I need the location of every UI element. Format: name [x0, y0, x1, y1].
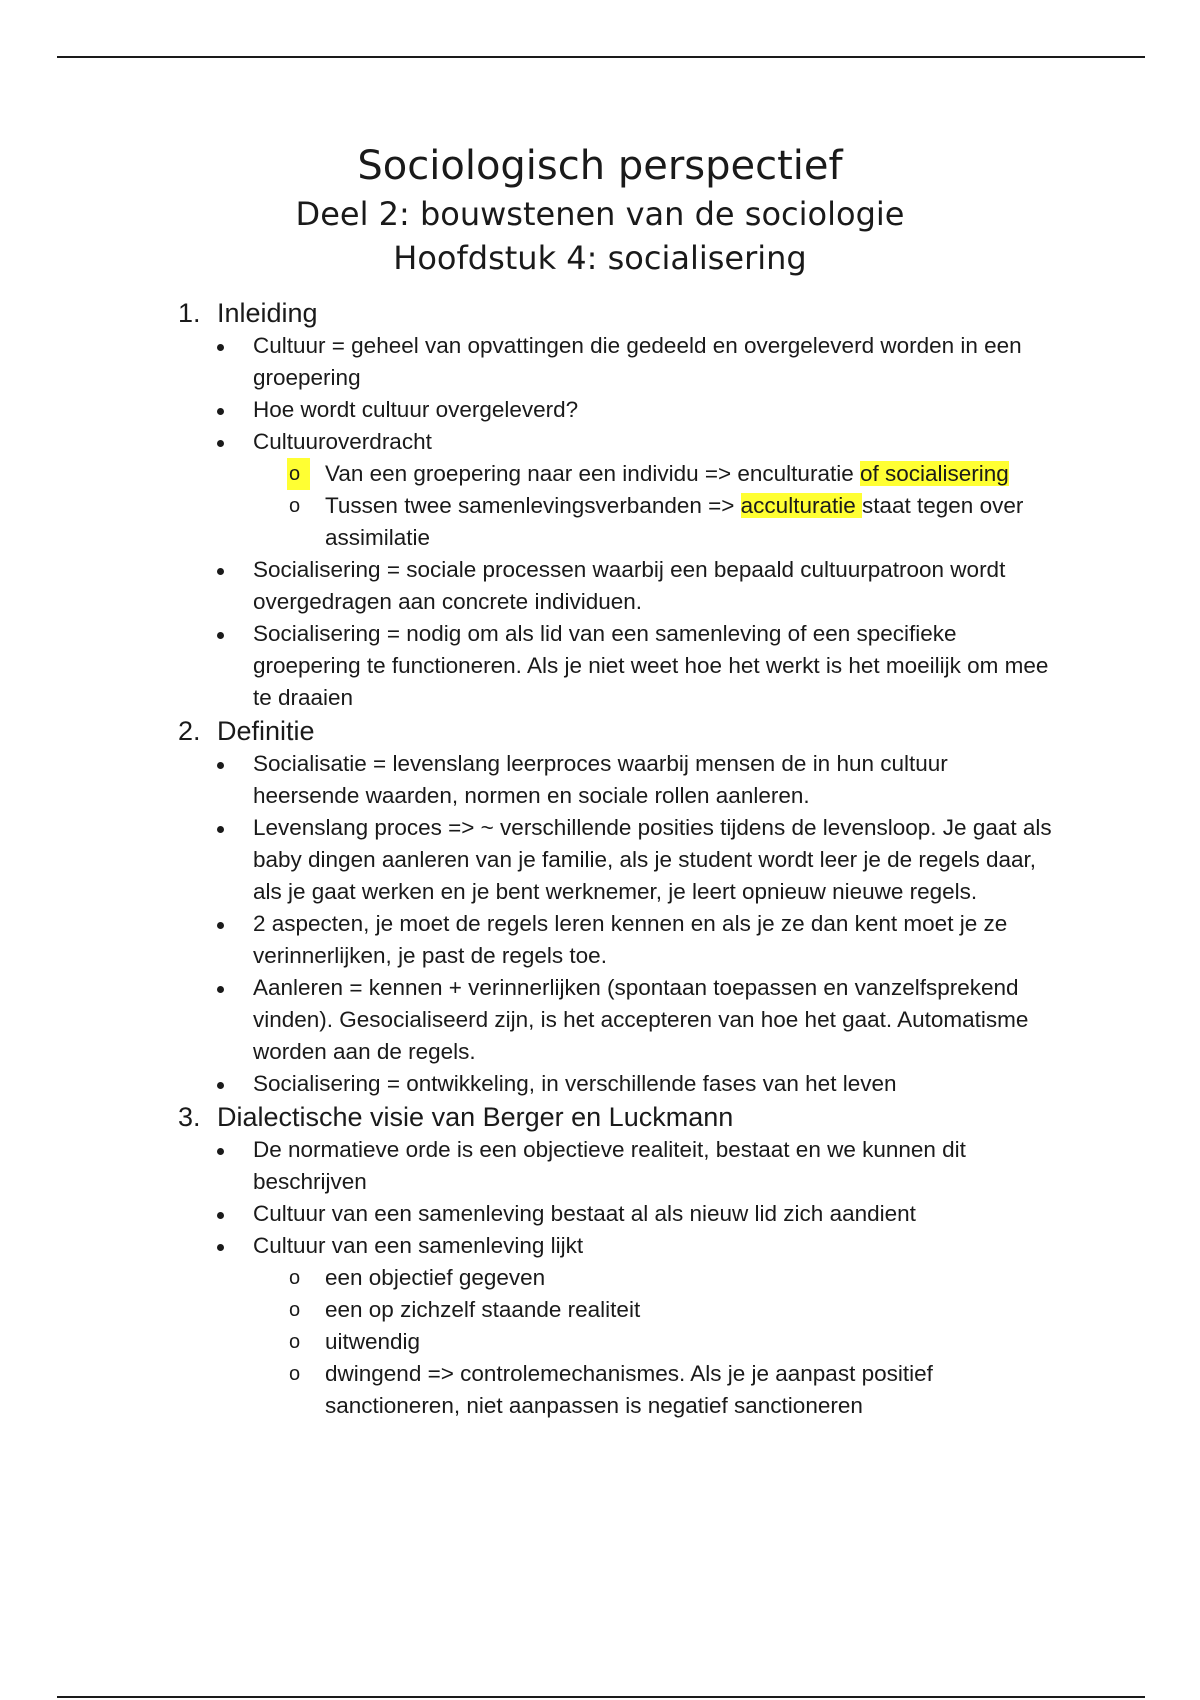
sub-item-text: staat tegen over assimilatie — [325, 493, 1024, 550]
list-item-text: Cultuuroverdracht — [253, 429, 432, 454]
sub-list-item — [0, 1358, 1200, 1422]
list-item — [0, 426, 1200, 458]
list-item — [0, 748, 1200, 812]
bullet-icon — [217, 826, 224, 833]
bullet-icon — [217, 922, 224, 929]
list-item — [0, 812, 1200, 908]
bullet-icon — [217, 408, 224, 415]
section-heading — [0, 296, 1200, 330]
sub-list-item — [0, 1262, 1200, 1294]
sub-bullet-marker: o — [289, 1299, 301, 1321]
sub-bullet-marker: o — [287, 458, 310, 490]
sub-bullet-list — [0, 458, 1200, 554]
bullet-icon — [217, 986, 224, 993]
sub-item-text: dwingend => controlemechanismes. Als je je aanpast positief sanctioneren, niet aanpassen is negatief sanctioneren — [325, 1361, 933, 1418]
list-item — [0, 1230, 1200, 1262]
list-item-text: 2 aspecten, je moet de regels leren kennen en als je ze dan kent moet je ze verinnerlijken, je past de regels toe. — [253, 911, 1008, 968]
sub-list-item — [0, 1326, 1200, 1358]
list-item-text: Socialisering = ontwikkeling, in verschillende fases van het leven — [253, 1071, 897, 1096]
bullet-icon — [217, 1244, 224, 1251]
section-dialectische-visie — [0, 1100, 1200, 1422]
section-inleiding — [0, 296, 1200, 714]
footer-rule — [57, 1696, 1145, 1698]
list-item — [0, 394, 1200, 426]
sub-list-wrapper — [0, 1262, 1200, 1422]
list-item — [0, 330, 1200, 394]
document-title: Sociologisch perspectief — [357, 143, 843, 189]
sub-item-text: uitwendig — [325, 1329, 421, 1354]
list-item — [0, 554, 1200, 618]
section-title: Dialectische visie van Berger en Luckmann — [217, 1102, 734, 1132]
list-item — [0, 972, 1200, 1068]
section-heading — [0, 714, 1200, 748]
sub-list-wrapper — [0, 458, 1200, 554]
document-subtitle-part: Deel 2: bouwstenen van de sociologie — [295, 195, 905, 233]
list-item-text: Socialisering = sociale processen waarbij een bepaald cultuurpatroon wordt overgedragen aan concrete individuen. — [253, 557, 1006, 614]
section-definitie — [0, 714, 1200, 1100]
sub-bullet-list — [0, 1262, 1200, 1422]
bullet-icon — [217, 440, 224, 447]
sub-bullet-marker: o — [289, 1267, 301, 1289]
sub-list-item — [0, 1294, 1200, 1326]
bullet-icon — [217, 1212, 224, 1219]
bullet-list — [0, 330, 1200, 714]
list-item — [0, 1198, 1200, 1230]
bullet-icon — [217, 762, 224, 769]
list-item-text: Socialisering = nodig om als lid van een samenleving of een specifieke groepering te functioneren. Als je niet weet hoe het werkt is het moeilijk om mee te draaien — [253, 621, 1049, 710]
sub-list-item — [0, 458, 1200, 490]
sub-bullet-marker: o — [289, 1331, 301, 1353]
list-item-text: Hoe wordt cultuur overgeleverd? — [253, 397, 579, 422]
list-item-text: De normatieve orde is een objectieve realiteit, bestaat en we kunnen dit beschrijven — [253, 1137, 966, 1194]
header-rule — [57, 56, 1145, 58]
section-title: Inleiding — [217, 298, 318, 328]
document-body — [0, 296, 1200, 1422]
bullet-icon — [217, 632, 224, 639]
list-item — [0, 618, 1200, 714]
sub-item-text: een objectief gegeven — [325, 1265, 546, 1290]
list-item — [0, 1134, 1200, 1198]
sub-list-item — [0, 490, 1200, 554]
highlighted-text: acculturatie — [740, 493, 862, 518]
sub-item-text: Van een groepering naar een individu => enculturatie — [325, 461, 860, 486]
list-item-text: Aanleren = kennen + verinnerlijken (spontaan toepassen en vanzelfsprekend vinden). Gesocialiseerd zijn, is het accepteren van hoe het gaat. Automatisme worden aan de regels. — [253, 975, 1029, 1064]
sub-bullet-marker: o — [289, 495, 301, 517]
list-item-text: Levenslang proces => ~ verschillende posities tijdens de levensloop. Je gaat als baby dingen aanleren van je familie, als je student wordt leer je de regels daar, als je gaat werken en je bent werknemer, je leert opnieuw nieuwe regels. — [253, 815, 1052, 904]
bullet-icon — [217, 1082, 224, 1089]
bullet-icon — [217, 1148, 224, 1155]
list-item — [0, 1068, 1200, 1100]
bullet-icon — [217, 568, 224, 575]
sub-item-text: Tussen twee samenlevingsverbanden => — [325, 493, 741, 518]
sub-bullet-marker: o — [289, 1363, 301, 1385]
bullet-list — [0, 748, 1200, 1100]
highlighted-text: of socialisering — [859, 461, 1009, 486]
list-item-text: Cultuur van een samenleving lijkt — [253, 1233, 584, 1258]
bullet-icon — [217, 344, 224, 351]
section-title: Definitie — [217, 716, 315, 746]
section-heading — [0, 1100, 1200, 1134]
section-number: 2. — [178, 716, 201, 746]
section-number: 1. — [178, 298, 201, 328]
document-subtitle-chapter: Hoofdstuk 4: socialisering — [393, 239, 807, 277]
list-item — [0, 908, 1200, 972]
sub-item-text: een op zichzelf staande realiteit — [325, 1297, 641, 1322]
section-number: 3. — [178, 1102, 201, 1132]
bullet-list — [0, 1134, 1200, 1422]
list-item-text: Socialisatie = levenslang leerproces waarbij mensen de in hun cultuur heersende waarden, normen en sociale rollen aanleren. — [253, 751, 948, 808]
list-item-text: Cultuur = geheel van opvattingen die gedeeld en overgeleverd worden in een groepering — [253, 333, 1022, 390]
list-item-text: Cultuur van een samenleving bestaat al als nieuw lid zich aandient — [253, 1201, 916, 1226]
